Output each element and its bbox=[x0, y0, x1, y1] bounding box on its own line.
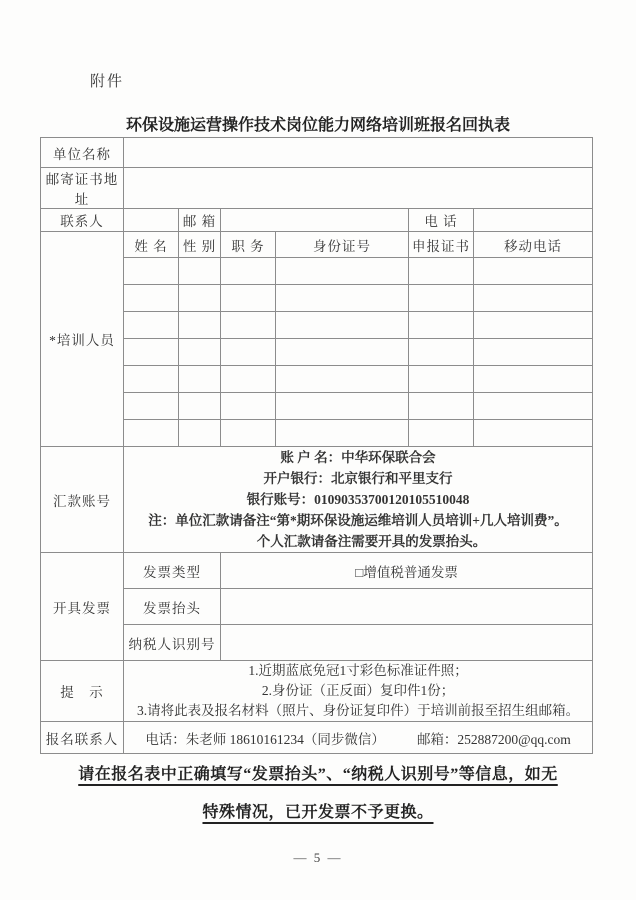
invoice-title-value-cell bbox=[221, 589, 593, 625]
contact-phone-label: 电 话 bbox=[409, 209, 474, 232]
trainee-cell bbox=[179, 285, 221, 312]
registration-contact-email: 邮箱：252887200@qq.com bbox=[416, 731, 571, 747]
trainee-cell bbox=[474, 366, 593, 393]
contact-email-label: 邮 箱 bbox=[179, 209, 221, 232]
trainee-cell bbox=[124, 285, 179, 312]
row-trainee-header bbox=[41, 232, 593, 258]
taxpayer-id-value-cell bbox=[221, 625, 593, 661]
unit-name-label: 单位名称 bbox=[41, 138, 124, 168]
trainee-cell bbox=[221, 258, 276, 285]
trainees-label: *培训人员 bbox=[41, 232, 124, 447]
trainee-cell bbox=[179, 339, 221, 366]
trainee-cell bbox=[474, 393, 593, 420]
trainee-cell bbox=[276, 393, 409, 420]
trainee-cell bbox=[276, 366, 409, 393]
contact-email-value-cell bbox=[221, 209, 409, 232]
mailing-address-value-cell bbox=[124, 168, 593, 209]
invoice-title-label: 发票抬头 bbox=[124, 589, 221, 625]
attachment-label: 附件 bbox=[90, 74, 125, 90]
contact-name-value-cell bbox=[124, 209, 179, 232]
invoice-type-label: 发票类型 bbox=[124, 553, 221, 589]
trainee-cell bbox=[124, 366, 179, 393]
contact-phone-value-cell bbox=[474, 209, 593, 232]
trainee-col-mobile: 移动电话 bbox=[474, 232, 593, 258]
trainee-cell bbox=[276, 258, 409, 285]
trainee-cell bbox=[179, 366, 221, 393]
invoice-label: 开具发票 bbox=[41, 553, 124, 661]
remittance-details-cell bbox=[124, 447, 593, 553]
trainee-cell bbox=[124, 258, 179, 285]
trainee-col-position: 职 务 bbox=[221, 232, 276, 258]
invoice-notice-line2: 特殊情况，已开发票不予更换。 bbox=[202, 804, 434, 821]
trainee-col-name: 姓 名 bbox=[124, 232, 179, 258]
row-tips bbox=[41, 661, 593, 722]
row-invoice-type bbox=[41, 553, 593, 589]
trainee-empty-row bbox=[41, 312, 593, 339]
trainee-cell bbox=[179, 420, 221, 447]
trainee-cell bbox=[409, 420, 474, 447]
trainee-cell bbox=[474, 285, 593, 312]
trainee-cell bbox=[409, 285, 474, 312]
trainee-empty-row bbox=[41, 339, 593, 366]
trainee-empty-row bbox=[41, 366, 593, 393]
trainee-cell bbox=[221, 285, 276, 312]
trainee-col-id-number: 身份证号 bbox=[276, 232, 409, 258]
trainee-empty-row bbox=[41, 258, 593, 285]
trainee-cell bbox=[179, 258, 221, 285]
trainee-col-certificate: 申报证书 bbox=[409, 232, 474, 258]
tips-item-3: 3.请将此表及报名材料（照片、身份证复印件）于培训前报至招生组邮箱。 bbox=[136, 703, 580, 718]
page-number: — 5 — bbox=[293, 850, 343, 865]
invoice-notice bbox=[0, 756, 636, 832]
trainee-col-gender: 性 别 bbox=[179, 232, 221, 258]
registration-contact-cell bbox=[124, 722, 593, 754]
trainee-cell bbox=[124, 393, 179, 420]
row-registration-contact bbox=[41, 722, 593, 754]
row-remittance bbox=[41, 447, 593, 553]
trainee-cell bbox=[276, 339, 409, 366]
trainee-cell bbox=[409, 339, 474, 366]
remittance-account-name: 账 户 名：中华环保联合会 bbox=[280, 450, 436, 465]
trainee-cell bbox=[474, 420, 593, 447]
trainee-empty-row bbox=[41, 393, 593, 420]
trainee-cell bbox=[409, 366, 474, 393]
trainee-cell bbox=[124, 420, 179, 447]
trainee-cell bbox=[409, 393, 474, 420]
trainee-cell bbox=[221, 366, 276, 393]
unit-name-value-cell bbox=[124, 138, 593, 168]
remittance-bank: 开户银行：北京银行和平里支行 bbox=[263, 471, 453, 486]
trainee-empty-row bbox=[41, 285, 593, 312]
row-mailing-address bbox=[41, 168, 593, 209]
row-invoice-title bbox=[41, 589, 593, 625]
registration-form-table bbox=[40, 137, 593, 754]
registration-contact-label: 报名联系人 bbox=[41, 722, 124, 754]
invoice-notice-line1: 请在报名表中正确填写“发票抬头”、“纳税人识别号”等信息，如无 bbox=[78, 766, 558, 783]
trainee-cell bbox=[124, 312, 179, 339]
trainee-cell bbox=[409, 258, 474, 285]
trainee-cell bbox=[276, 420, 409, 447]
trainee-cell bbox=[221, 312, 276, 339]
registration-contact-phone: 电话：朱老师 18610161234（同步微信） bbox=[145, 731, 385, 747]
trainee-cell bbox=[276, 312, 409, 339]
form-title: 环保设施运营操作技术岗位能力网络培训班报名回执表 bbox=[125, 117, 510, 134]
trainee-cell bbox=[474, 258, 593, 285]
tips-item-2: 2.身份证（正反面）复印件1份； bbox=[261, 683, 455, 698]
trainee-cell bbox=[474, 339, 593, 366]
remittance-label: 汇款账号 bbox=[41, 447, 124, 553]
remittance-note-line1: 注：单位汇款请备注“第*期环保设施运维培训人员培训+几人培训费”。 bbox=[148, 513, 568, 528]
mailing-address-label: 邮寄证书地址 bbox=[41, 168, 124, 209]
invoice-type-checkbox-option: □增值税普通发票 bbox=[221, 553, 593, 589]
row-unit-name bbox=[41, 138, 593, 168]
row-contact bbox=[41, 209, 593, 232]
trainee-cell bbox=[409, 312, 474, 339]
tips-label: 提 示 bbox=[41, 661, 124, 722]
trainee-cell bbox=[124, 339, 179, 366]
remittance-note-line2: 个人汇款请备注需要开具的发票抬头。 bbox=[256, 534, 487, 549]
trainee-cell bbox=[474, 312, 593, 339]
row-taxpayer-id bbox=[41, 625, 593, 661]
tips-item-1: 1.近期蓝底免冠1寸彩色标准证件照； bbox=[248, 663, 468, 678]
remittance-account-number: 银行账号：01090353700120105510048 bbox=[246, 492, 470, 507]
trainee-cell bbox=[179, 393, 221, 420]
trainee-cell bbox=[179, 312, 221, 339]
tips-content-cell bbox=[124, 661, 593, 722]
trainee-cell bbox=[221, 393, 276, 420]
trainee-cell bbox=[221, 339, 276, 366]
trainee-cell bbox=[221, 420, 276, 447]
trainee-cell bbox=[276, 285, 409, 312]
taxpayer-id-label: 纳税人识别号 bbox=[124, 625, 221, 661]
contact-label: 联系人 bbox=[41, 209, 124, 232]
trainee-empty-row bbox=[41, 420, 593, 447]
